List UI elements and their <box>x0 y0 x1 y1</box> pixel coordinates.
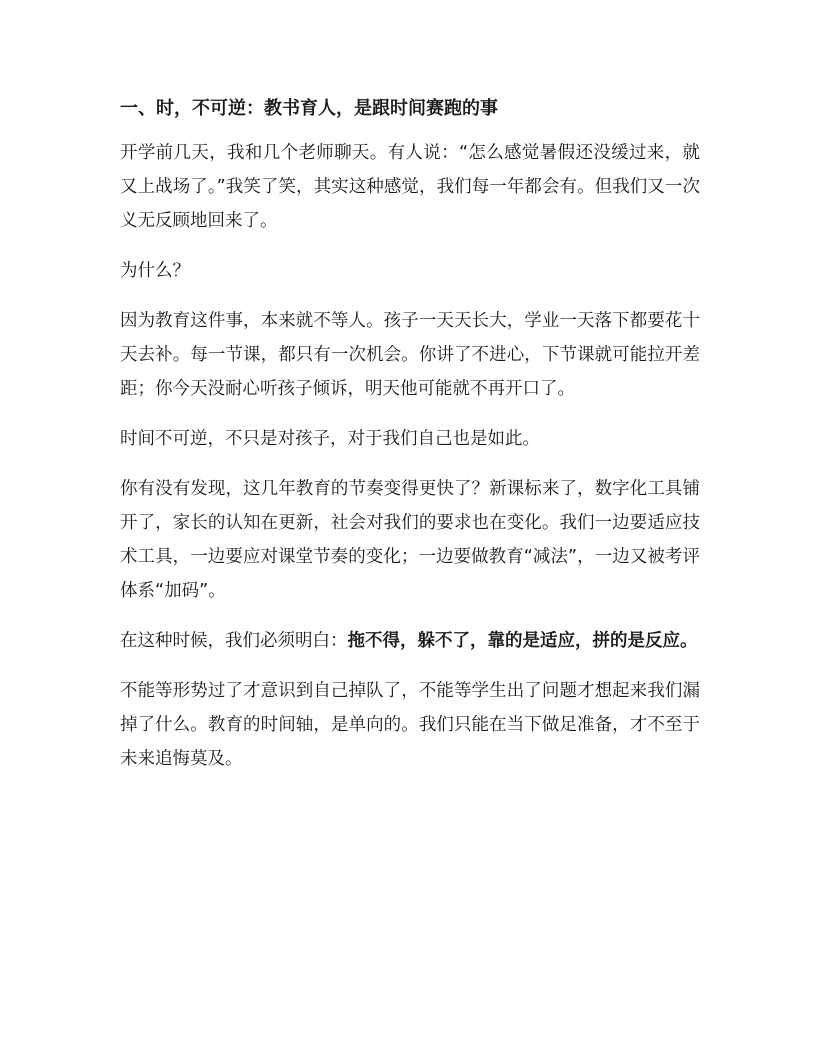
document-body <box>120 92 700 792</box>
section-heading: 一、时，不可逆：教书育人，是跟时间赛跑的事 <box>120 98 498 119</box>
paragraph-closing: 不能等形势过了才意识到自己掉队了，不能等学生出了问题才想起来我们漏掉了什么。教育的时间轴，是单向的。我们只能在当下做足准备，才不至于未来追悔莫及。 <box>120 681 700 769</box>
paragraph-opening: 开学前几天，我和几个老师聊天。有人说：“怎么感觉暑假还没缓过来，就又上战场了。”我笑了笑，其实这种感觉，我们每一年都会有。但我们又一次义无反顾地回来了。 <box>120 143 700 231</box>
paragraph-irreversible: 时间不可逆，不只是对孩子，对于我们自己也是如此。 <box>120 429 540 449</box>
paragraph-question: 为什么？ <box>120 261 190 281</box>
emphasis-bold-text: 拖不得，躲不了，靠的是适应，拼的是反应。 <box>347 631 698 651</box>
paragraph-emphasis <box>120 624 700 658</box>
emphasis-lead-text: 在这种时候，我们必须明白： <box>120 631 348 651</box>
paragraph-reason: 因为教育这件事，本来就不等人。孩子一天天长大，学业一天落下都要花十天去补。每一节课，都只有一次机会。你讲了不进心，下节课就可能拉开差距；你今天没耐心听孩子倾诉，明天他可能就不再开口了。 <box>120 311 700 399</box>
paragraph-pace: 你有没有发现，这几年教育的节奏变得更快了？新课标来了，数字化工具铺开了，家长的认知在更新，社会对我们的要求也在变化。我们一边要适应技术工具，一边要应对课堂节奏的变化；一边要做教育“减法”，一边又被考评体系“加码”。 <box>120 479 700 601</box>
